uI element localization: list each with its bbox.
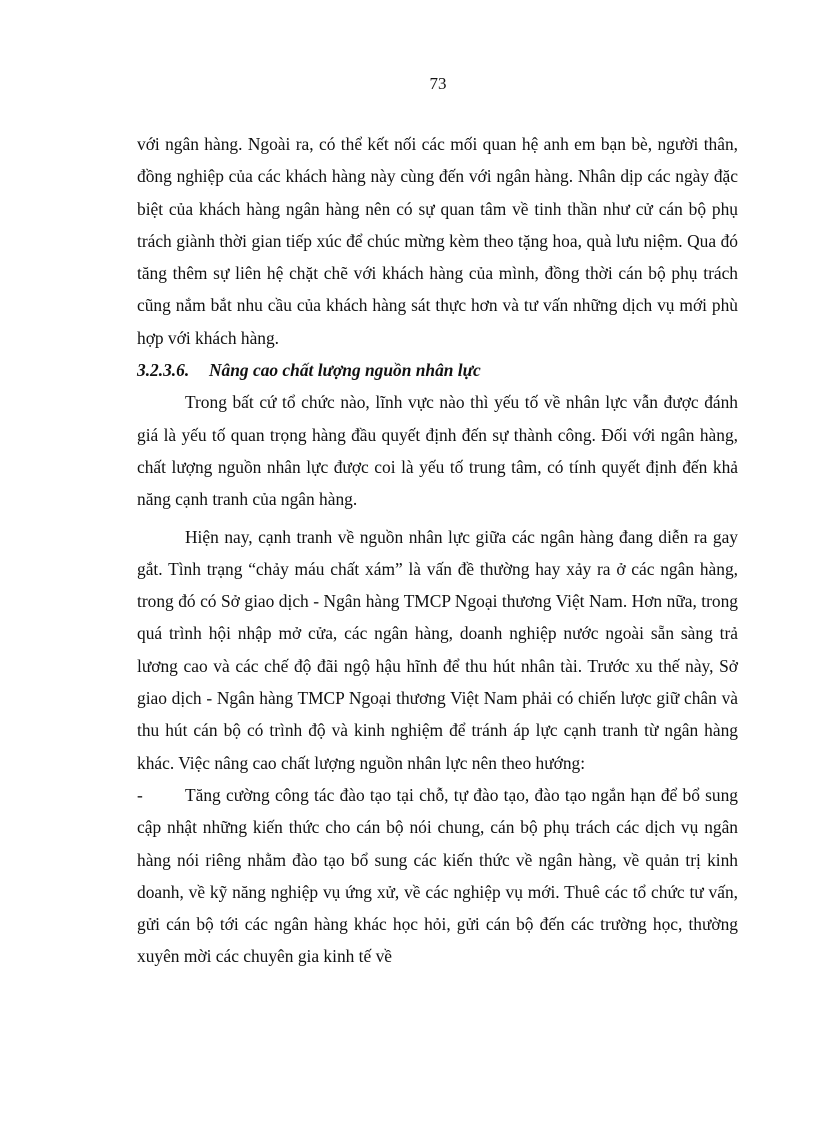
paragraph-hr-importance: Trong bất cứ tổ chức nào, lĩnh vực nào thì yếu tố về nhân lực vẫn được đánh giá là yếu tố quan trọng hàng đầu quyết định đến sự thành công. Đối với ngân hàng, chất lượng nguồn nhân lực được coi là yếu tố trung tâm, có tính quyết định đến khả năng cạnh tranh của ngân hàng. [137,392,738,510]
paragraph-continuation: với ngân hàng. Ngoài ra, có thể kết nối các mối quan hệ anh em bạn bè, người thân, đồng nghiệp của các khách hàng này cùng đến với ngân hàng. Nhân dịp các ngày đặc biệt của khách hàng ngân hàng nên có sự quan tâm về tinh thần như cử cán bộ phụ trách giành thời gian tiếp xúc để chúc mừng kèm theo tặng hoa, quà lưu niệm. Qua đó tăng thêm sự liên hệ chặt chẽ với khách hàng của mình, đồng thời cán bộ phụ trách cũng nắm bắt nhu cầu của khách hàng sát thực hơn và tư vấn những dịch vụ mới phù hợp với khách hàng. [137,134,738,348]
section-heading [137,354,738,386]
page-number: 73 [429,74,447,93]
bullet-text: Tăng cường công tác đào tạo tại chỗ, tự đào tạo, đào tạo ngắn hạn để bổ sung cập nhật những kiến thức cho cán bộ nói chung, cán bộ phụ trách các dịch vụ ngân hàng nói riêng nhằm đào tạo bổ sung các kiến thức về ngân hàng, về quản trị kinh doanh, về kỹ năng nghiệp vụ ứng xử, về các nghiệp vụ mới. Thuê các tổ chức tư vấn, gửi cán bộ tới các ngân hàng khác học hỏi, gửi cán bộ đến các trường học, thường xuyên mời các chuyên gia kinh tế về [137,784,738,967]
document-body [137,128,738,973]
section-number: 3.2.3.6. [137,360,190,381]
bullet-marker: - [137,784,143,805]
section-title: Nâng cao chất lượng nguồn nhân lực [209,360,481,381]
paragraph-hr-competition: Hiện nay, cạnh tranh về nguồn nhân lực giữa các ngân hàng đang diễn ra gay gắt. Tình trạng “chảy máu chất xám” là vấn đề thường hay xảy ra ở các ngân hàng, trong đó có Sở giao dịch - Ngân hàng TMCP Ngoại thương Việt Nam. Hơn nữa, trong quá trình hội nhập mở cửa, các ngân hàng, doanh nghiệp nước ngoài sẵn sàng trả lương cao và các chế độ đãi ngộ hậu hĩnh để thu hút nhân tài. Trước xu thế này, Sở giao dịch - Ngân hàng TMCP Ngoại thương Việt Nam phải có chiến lược giữ chân và thu hút cán bộ có trình độ và kinh nghiệm để tránh áp lực cạnh tranh từ ngân hàng khác. Việc nâng cao chất lượng nguồn nhân lực nên theo hướng: [137,526,738,773]
bullet-item [137,779,738,973]
